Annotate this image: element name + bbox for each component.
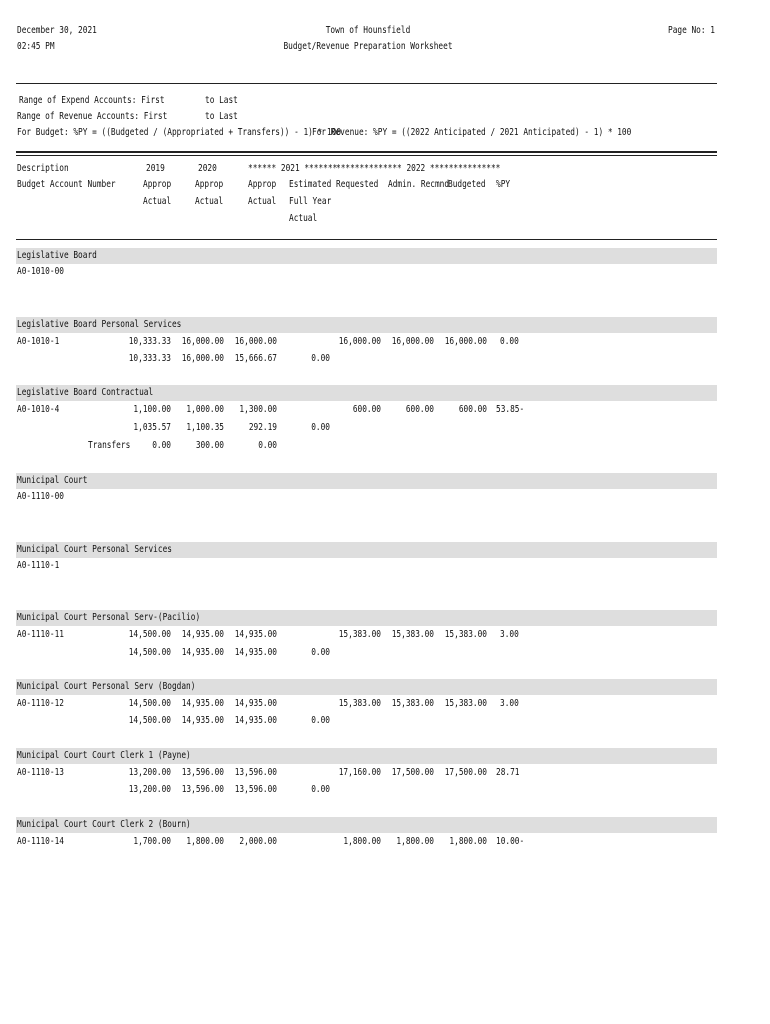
col-2021-actual: Actual — [248, 196, 277, 207]
columns-top-rule — [16, 151, 717, 153]
amount-2019: 14,500.00 — [128, 629, 171, 640]
col-2020-year: 2020 — [198, 163, 217, 174]
col-account-number: Budget Account Number — [17, 179, 116, 190]
col-description: Description — [17, 163, 69, 174]
report-time: 02:45 PM — [17, 41, 55, 52]
section-title: Municipal Court Personal Serv (Bogdan) — [17, 681, 196, 692]
amount-budgeted: 600.00 — [458, 404, 487, 415]
section-title: Legislative Board Contractual — [17, 387, 154, 398]
amount-2021: 15,666.67 — [234, 353, 277, 364]
amount-estimated: 0.00 — [311, 422, 330, 433]
revenue-range-to: to Last — [205, 111, 238, 122]
section-band — [16, 248, 717, 264]
amount-2020: 14,935.00 — [181, 715, 224, 726]
section-title: Municipal Court Personal Services — [17, 544, 172, 555]
report-title: Budget/Revenue Preparation Worksheet — [283, 41, 453, 52]
amount-2019: 14,500.00 — [128, 647, 171, 658]
org-name: Town of Hounsfield — [325, 25, 411, 36]
amount-2021: 0.00 — [258, 440, 277, 451]
pct-py: 3.00 — [500, 629, 519, 640]
amount-2020: 14,935.00 — [181, 647, 224, 658]
amount-admin-recmnd: 15,383.00 — [391, 698, 434, 709]
amount-2021: 292.19 — [248, 422, 277, 433]
pct-py: 28.71 — [496, 767, 520, 778]
amount-2020: 13,596.00 — [181, 767, 224, 778]
col-budgeted: Budgeted — [448, 179, 486, 190]
amount-2019: 10,333.33 — [128, 336, 171, 347]
amount-2019: 10,333.33 — [128, 353, 171, 364]
account-number: A0-1110-14 — [17, 836, 64, 847]
pct-py: 0.00 — [500, 336, 519, 347]
pct-py: 53.85- — [496, 404, 525, 415]
col-2022-banner: ************** 2022 *************** — [336, 163, 501, 174]
account-number: A0-1010-00 — [17, 266, 64, 277]
section-title: Municipal Court Personal Serv-(Pacilio) — [17, 612, 201, 623]
account-number: A0-1110-11 — [17, 629, 64, 640]
col-pct-py: %PY — [496, 179, 511, 190]
account-number: A0-1110-00 — [17, 491, 64, 502]
amount-budgeted: 17,500.00 — [444, 767, 487, 778]
pct-py: 3.00 — [500, 698, 519, 709]
amount-2020: 1,000.00 — [186, 404, 224, 415]
amount-2021: 14,935.00 — [234, 629, 277, 640]
amount-admin-recmnd: 600.00 — [405, 404, 434, 415]
amount-requested: 16,000.00 — [338, 336, 381, 347]
amount-requested: 1,800.00 — [343, 836, 381, 847]
col-requested: Requested — [336, 179, 379, 190]
amount-2021: 16,000.00 — [234, 336, 277, 347]
columns-bottom-rule — [16, 239, 717, 240]
col-2019-approp: Approp — [143, 179, 172, 190]
col-2020-actual: Actual — [195, 196, 224, 207]
col-est-actual: Actual — [289, 213, 318, 224]
account-number: A0-1010-4 — [17, 404, 60, 415]
amount-2021: 13,596.00 — [234, 767, 277, 778]
section-band — [16, 473, 717, 489]
amount-2019: 1,100.00 — [133, 404, 171, 415]
amount-admin-recmnd: 16,000.00 — [391, 336, 434, 347]
amount-estimated: 0.00 — [311, 647, 330, 658]
amount-admin-recmnd: 1,800.00 — [396, 836, 434, 847]
page-number: Page No: 1 — [668, 25, 715, 36]
col-2020-approp: Approp — [195, 179, 224, 190]
col-admin-recmnd: Admin. Recmnd — [388, 179, 450, 190]
section-title: Municipal Court Court Clerk 1 (Payne) — [17, 750, 191, 761]
account-number: A0-1110-12 — [17, 698, 64, 709]
amount-2020: 1,800.00 — [186, 836, 224, 847]
section-title: Legislative Board — [17, 250, 97, 261]
amount-admin-recmnd: 17,500.00 — [391, 767, 434, 778]
amount-budgeted: 15,383.00 — [444, 629, 487, 640]
columns-top-rule-thin — [16, 155, 717, 156]
col-2019-actual: Actual — [143, 196, 172, 207]
amount-2019: 13,200.00 — [128, 784, 171, 795]
col-2021-banner: ****** 2021 ******* — [248, 163, 338, 174]
amount-2019: 1,035.57 — [133, 422, 171, 433]
amount-estimated: 0.00 — [311, 353, 330, 364]
col-2019-year: 2019 — [146, 163, 165, 174]
expend-range-label: Range of Expend Accounts: First — [19, 95, 165, 106]
amount-2021: 1,300.00 — [239, 404, 277, 415]
account-number: A0-1010-1 — [17, 336, 60, 347]
section-title: Legislative Board Personal Services — [17, 319, 182, 330]
section-title: Municipal Court Court Clerk 2 (Bourn) — [17, 819, 191, 830]
amount-admin-recmnd: 15,383.00 — [391, 629, 434, 640]
amount-budgeted: 16,000.00 — [444, 336, 487, 347]
amount-2019: 14,500.00 — [128, 698, 171, 709]
report-date: December 30, 2021 — [17, 25, 97, 36]
amount-requested: 15,383.00 — [338, 698, 381, 709]
amount-2019: 1,700.00 — [133, 836, 171, 847]
amount-estimated: 0.00 — [311, 715, 330, 726]
account-number: A0-1110-13 — [17, 767, 64, 778]
header-divider — [16, 83, 717, 84]
amount-2020: 16,000.00 — [181, 336, 224, 347]
amount-budgeted: 15,383.00 — [444, 698, 487, 709]
amount-2020: 13,596.00 — [181, 784, 224, 795]
amount-2021: 13,596.00 — [234, 784, 277, 795]
amount-2020: 14,935.00 — [181, 629, 224, 640]
amount-2021: 2,000.00 — [239, 836, 277, 847]
amount-requested: 15,383.00 — [338, 629, 381, 640]
transfers-label: Transfers — [88, 440, 131, 451]
amount-2019: 13,200.00 — [128, 767, 171, 778]
amount-budgeted: 1,800.00 — [449, 836, 487, 847]
pct-py: 10.00- — [496, 836, 525, 847]
revenue-formula: For Revenue: %PY = ((2022 Anticipated / 2021 Anticipated) - 1) * 100 — [312, 127, 632, 138]
amount-2020: 300.00 — [195, 440, 224, 451]
budget-formula: For Budget: %PY = ((Budgeted / (Appropriated + Transfers)) - 1) * 100 — [17, 127, 342, 138]
amount-2021: 14,935.00 — [234, 715, 277, 726]
amount-2019: 14,500.00 — [128, 715, 171, 726]
col-estimated: Estimated — [289, 179, 332, 190]
amount-requested: 600.00 — [352, 404, 381, 415]
col-2021-approp: Approp — [248, 179, 277, 190]
revenue-range-label: Range of Revenue Accounts: First — [17, 111, 168, 122]
section-title: Municipal Court — [17, 475, 88, 486]
expend-range-to: to Last — [205, 95, 238, 106]
amount-2020: 16,000.00 — [181, 353, 224, 364]
account-number: A0-1110-1 — [17, 560, 60, 571]
amount-2020: 1,100.35 — [186, 422, 224, 433]
amount-2020: 14,935.00 — [181, 698, 224, 709]
amount-estimated: 0.00 — [311, 784, 330, 795]
amount-requested: 17,160.00 — [338, 767, 381, 778]
col-full-year: Full Year — [289, 196, 332, 207]
amount-2019: 0.00 — [152, 440, 171, 451]
amount-2021: 14,935.00 — [234, 698, 277, 709]
amount-2021: 14,935.00 — [234, 647, 277, 658]
